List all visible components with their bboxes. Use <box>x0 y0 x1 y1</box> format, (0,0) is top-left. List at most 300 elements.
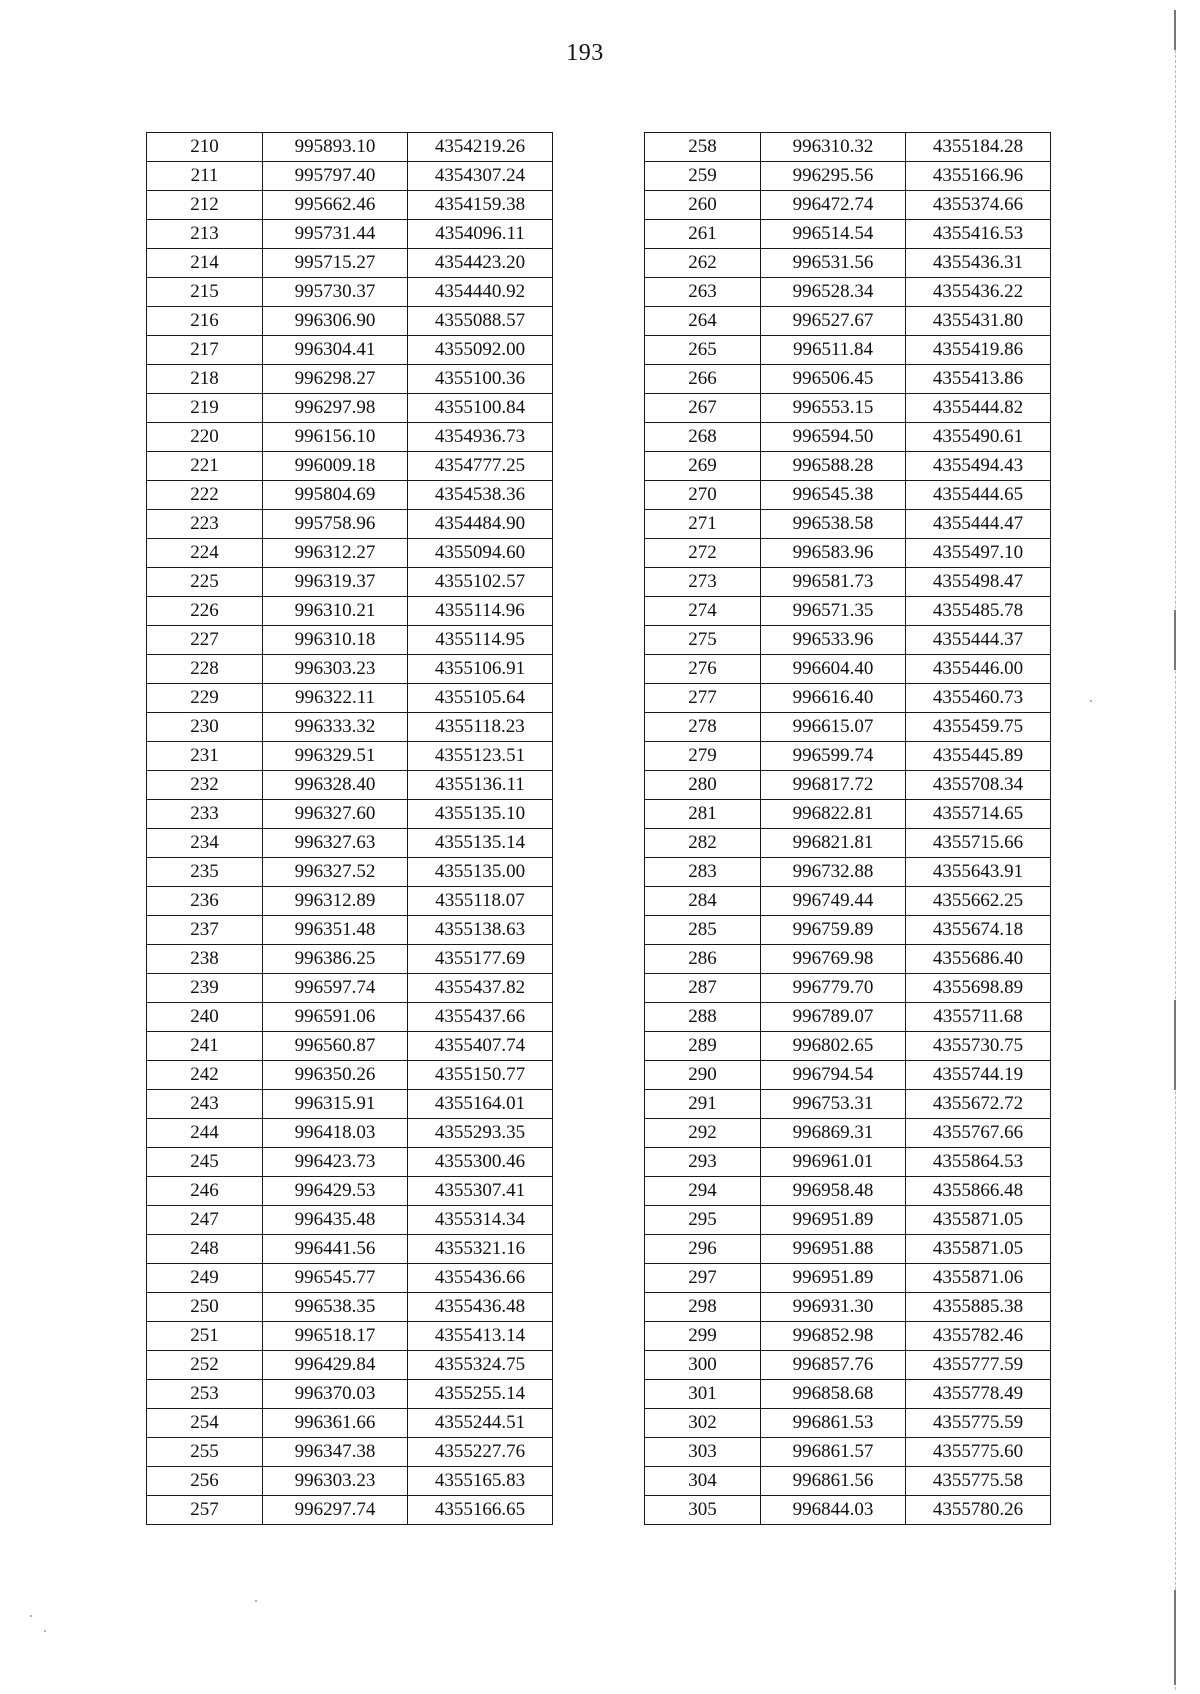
table-row <box>147 597 553 626</box>
x-coordinate-cell: 996441.56 <box>263 1235 408 1264</box>
x-coordinate-cell: 996597.74 <box>263 974 408 1003</box>
point-number-cell: 283 <box>645 858 761 887</box>
point-number-cell: 273 <box>645 568 761 597</box>
table-row <box>645 597 1051 626</box>
point-number-cell: 285 <box>645 916 761 945</box>
y-coordinate-cell: 4355437.82 <box>408 974 553 1003</box>
point-number-cell: 255 <box>147 1438 263 1467</box>
y-coordinate-cell: 4355744.19 <box>906 1061 1051 1090</box>
y-coordinate-cell: 4355118.07 <box>408 887 553 916</box>
y-coordinate-cell: 4355321.16 <box>408 1235 553 1264</box>
x-coordinate-cell: 996350.26 <box>263 1061 408 1090</box>
table-row <box>147 452 553 481</box>
table-row <box>645 336 1051 365</box>
point-number-cell: 295 <box>645 1206 761 1235</box>
table-row <box>645 1293 1051 1322</box>
y-coordinate-cell: 4355114.95 <box>408 626 553 655</box>
x-coordinate-cell: 996418.03 <box>263 1119 408 1148</box>
y-coordinate-cell: 4355102.57 <box>408 568 553 597</box>
table-row <box>645 713 1051 742</box>
point-number-cell: 272 <box>645 539 761 568</box>
table-row <box>645 1032 1051 1061</box>
x-coordinate-cell: 995730.37 <box>263 278 408 307</box>
y-coordinate-cell: 4354307.24 <box>408 162 553 191</box>
point-number-cell: 220 <box>147 423 263 452</box>
table-row <box>645 249 1051 278</box>
x-coordinate-cell: 996599.74 <box>761 742 906 771</box>
point-number-cell: 280 <box>645 771 761 800</box>
table-row <box>645 278 1051 307</box>
point-number-cell: 265 <box>645 336 761 365</box>
x-coordinate-cell: 996506.45 <box>761 365 906 394</box>
table-row <box>645 1467 1051 1496</box>
table-row <box>147 858 553 887</box>
x-coordinate-cell: 996298.27 <box>263 365 408 394</box>
table-row <box>147 220 553 249</box>
x-coordinate-cell: 996844.03 <box>761 1496 906 1525</box>
y-coordinate-cell: 4355088.57 <box>408 307 553 336</box>
x-coordinate-cell: 995731.44 <box>263 220 408 249</box>
y-coordinate-cell: 4355714.65 <box>906 800 1051 829</box>
y-coordinate-cell: 4355307.41 <box>408 1177 553 1206</box>
y-coordinate-cell: 4355293.35 <box>408 1119 553 1148</box>
point-number-cell: 268 <box>645 423 761 452</box>
y-coordinate-cell: 4355094.60 <box>408 539 553 568</box>
y-coordinate-cell: 4355255.14 <box>408 1380 553 1409</box>
x-coordinate-cell: 996545.38 <box>761 481 906 510</box>
point-number-cell: 270 <box>645 481 761 510</box>
table-row <box>645 655 1051 684</box>
y-coordinate-cell: 4355314.34 <box>408 1206 553 1235</box>
x-coordinate-cell: 996315.91 <box>263 1090 408 1119</box>
y-coordinate-cell: 4355698.89 <box>906 974 1051 1003</box>
x-coordinate-cell: 996861.56 <box>761 1467 906 1496</box>
table-row <box>147 1438 553 1467</box>
x-coordinate-cell: 996312.89 <box>263 887 408 916</box>
y-coordinate-cell: 4355672.72 <box>906 1090 1051 1119</box>
x-coordinate-cell: 996594.50 <box>761 423 906 452</box>
y-coordinate-cell: 4354538.36 <box>408 481 553 510</box>
point-number-cell: 261 <box>645 220 761 249</box>
x-coordinate-cell: 996951.89 <box>761 1264 906 1293</box>
point-number-cell: 259 <box>645 162 761 191</box>
y-coordinate-cell: 4355782.46 <box>906 1322 1051 1351</box>
y-coordinate-cell: 4355431.80 <box>906 307 1051 336</box>
x-coordinate-cell: 996852.98 <box>761 1322 906 1351</box>
y-coordinate-cell: 4355106.91 <box>408 655 553 684</box>
table-row <box>147 945 553 974</box>
y-coordinate-cell: 4355715.66 <box>906 829 1051 858</box>
x-coordinate-cell: 995715.27 <box>263 249 408 278</box>
point-number-cell: 279 <box>645 742 761 771</box>
table-body <box>645 133 1051 1525</box>
x-coordinate-cell: 996615.07 <box>761 713 906 742</box>
x-coordinate-cell: 996009.18 <box>263 452 408 481</box>
x-coordinate-cell: 996310.18 <box>263 626 408 655</box>
point-number-cell: 266 <box>645 365 761 394</box>
point-number-cell: 215 <box>147 278 263 307</box>
y-coordinate-cell: 4355436.66 <box>408 1264 553 1293</box>
point-number-cell: 238 <box>147 945 263 974</box>
y-coordinate-cell: 4355118.23 <box>408 713 553 742</box>
x-coordinate-cell: 995893.10 <box>263 133 408 162</box>
table-row <box>147 1003 553 1032</box>
y-coordinate-cell: 4355300.46 <box>408 1148 553 1177</box>
x-coordinate-cell: 996511.84 <box>761 336 906 365</box>
point-number-cell: 289 <box>645 1032 761 1061</box>
point-number-cell: 291 <box>645 1090 761 1119</box>
y-coordinate-cell: 4355177.69 <box>408 945 553 974</box>
table-row <box>147 1293 553 1322</box>
y-coordinate-cell: 4355092.00 <box>408 336 553 365</box>
y-coordinate-cell: 4355166.65 <box>408 1496 553 1525</box>
point-number-cell: 245 <box>147 1148 263 1177</box>
table-row <box>645 452 1051 481</box>
x-coordinate-cell: 996961.01 <box>761 1148 906 1177</box>
point-number-cell: 258 <box>645 133 761 162</box>
table-row <box>645 481 1051 510</box>
table-row <box>147 916 553 945</box>
x-coordinate-cell: 996869.31 <box>761 1119 906 1148</box>
table-row <box>147 655 553 684</box>
y-coordinate-cell: 4355407.74 <box>408 1032 553 1061</box>
x-coordinate-cell: 996518.17 <box>263 1322 408 1351</box>
y-coordinate-cell: 4355444.65 <box>906 481 1051 510</box>
point-number-cell: 257 <box>147 1496 263 1525</box>
y-coordinate-cell: 4355708.34 <box>906 771 1051 800</box>
point-number-cell: 219 <box>147 394 263 423</box>
y-coordinate-cell: 4355674.18 <box>906 916 1051 945</box>
table-row <box>645 1409 1051 1438</box>
table-row <box>147 1351 553 1380</box>
table-row <box>147 162 553 191</box>
point-number-cell: 282 <box>645 829 761 858</box>
point-number-cell: 212 <box>147 191 263 220</box>
point-number-cell: 296 <box>645 1235 761 1264</box>
x-coordinate-cell: 996951.88 <box>761 1235 906 1264</box>
table-row <box>645 858 1051 887</box>
x-coordinate-cell: 996306.90 <box>263 307 408 336</box>
y-coordinate-cell: 4354219.26 <box>408 133 553 162</box>
y-coordinate-cell: 4355686.40 <box>906 945 1051 974</box>
table-row <box>147 1032 553 1061</box>
y-coordinate-cell: 4355777.59 <box>906 1351 1051 1380</box>
y-coordinate-cell: 4355114.96 <box>408 597 553 626</box>
table-row <box>645 771 1051 800</box>
point-number-cell: 276 <box>645 655 761 684</box>
point-number-cell: 243 <box>147 1090 263 1119</box>
point-number-cell: 232 <box>147 771 263 800</box>
point-number-cell: 297 <box>645 1264 761 1293</box>
x-coordinate-cell: 996328.40 <box>263 771 408 800</box>
x-coordinate-cell: 996591.06 <box>263 1003 408 1032</box>
point-number-cell: 251 <box>147 1322 263 1351</box>
point-number-cell: 214 <box>147 249 263 278</box>
y-coordinate-cell: 4354096.11 <box>408 220 553 249</box>
point-number-cell: 293 <box>645 1148 761 1177</box>
scan-speck <box>255 1600 257 1602</box>
point-number-cell: 304 <box>645 1467 761 1496</box>
y-coordinate-cell: 4355138.63 <box>408 916 553 945</box>
table-row <box>147 423 553 452</box>
point-number-cell: 274 <box>645 597 761 626</box>
point-number-cell: 262 <box>645 249 761 278</box>
y-coordinate-cell: 4354484.90 <box>408 510 553 539</box>
table-row <box>645 1264 1051 1293</box>
x-coordinate-cell: 996351.48 <box>263 916 408 945</box>
table-row <box>147 684 553 713</box>
y-coordinate-cell: 4355864.53 <box>906 1148 1051 1177</box>
point-number-cell: 278 <box>645 713 761 742</box>
table-row <box>147 626 553 655</box>
x-coordinate-cell: 996861.53 <box>761 1409 906 1438</box>
table-row <box>645 1119 1051 1148</box>
x-coordinate-cell: 996538.58 <box>761 510 906 539</box>
y-coordinate-cell: 4355227.76 <box>408 1438 553 1467</box>
x-coordinate-cell: 996545.77 <box>263 1264 408 1293</box>
x-coordinate-cell: 996322.11 <box>263 684 408 713</box>
x-coordinate-cell: 996435.48 <box>263 1206 408 1235</box>
y-coordinate-cell: 4354936.73 <box>408 423 553 452</box>
x-coordinate-cell: 996297.98 <box>263 394 408 423</box>
table-row <box>147 307 553 336</box>
point-number-cell: 241 <box>147 1032 263 1061</box>
y-coordinate-cell: 4355494.43 <box>906 452 1051 481</box>
x-coordinate-cell: 996553.15 <box>761 394 906 423</box>
scan-speck <box>44 1630 46 1632</box>
point-number-cell: 231 <box>147 742 263 771</box>
x-coordinate-cell: 996794.54 <box>761 1061 906 1090</box>
x-coordinate-cell: 996560.87 <box>263 1032 408 1061</box>
point-number-cell: 224 <box>147 539 263 568</box>
table-row <box>147 1264 553 1293</box>
point-number-cell: 239 <box>147 974 263 1003</box>
y-coordinate-cell: 4355446.00 <box>906 655 1051 684</box>
table-row <box>645 974 1051 1003</box>
table-row <box>645 307 1051 336</box>
point-number-cell: 305 <box>645 1496 761 1525</box>
x-coordinate-cell: 996753.31 <box>761 1090 906 1119</box>
point-number-cell: 218 <box>147 365 263 394</box>
table-row <box>645 1351 1051 1380</box>
point-number-cell: 226 <box>147 597 263 626</box>
point-number-cell: 240 <box>147 1003 263 1032</box>
x-coordinate-cell: 996822.81 <box>761 800 906 829</box>
x-coordinate-cell: 996386.25 <box>263 945 408 974</box>
x-coordinate-cell: 995662.46 <box>263 191 408 220</box>
y-coordinate-cell: 4355135.00 <box>408 858 553 887</box>
table-row <box>645 1003 1051 1032</box>
y-coordinate-cell: 4355866.48 <box>906 1177 1051 1206</box>
table-row <box>645 191 1051 220</box>
table-row <box>645 800 1051 829</box>
y-coordinate-cell: 4355643.91 <box>906 858 1051 887</box>
point-number-cell: 302 <box>645 1409 761 1438</box>
point-number-cell: 298 <box>645 1293 761 1322</box>
y-coordinate-cell: 4355123.51 <box>408 742 553 771</box>
point-number-cell: 228 <box>147 655 263 684</box>
y-coordinate-cell: 4355775.58 <box>906 1467 1051 1496</box>
y-coordinate-cell: 4354159.38 <box>408 191 553 220</box>
table-row <box>147 1496 553 1525</box>
x-coordinate-cell: 996472.74 <box>761 191 906 220</box>
point-number-cell: 216 <box>147 307 263 336</box>
x-coordinate-cell: 996327.60 <box>263 800 408 829</box>
point-number-cell: 303 <box>645 1438 761 1467</box>
x-coordinate-cell: 996527.67 <box>761 307 906 336</box>
y-coordinate-cell: 4355374.66 <box>906 191 1051 220</box>
x-coordinate-cell: 996528.34 <box>761 278 906 307</box>
x-coordinate-cell: 996769.98 <box>761 945 906 974</box>
x-coordinate-cell: 996802.65 <box>761 1032 906 1061</box>
table-row <box>645 394 1051 423</box>
point-number-cell: 281 <box>645 800 761 829</box>
scan-speck <box>30 1615 32 1617</box>
y-coordinate-cell: 4355135.10 <box>408 800 553 829</box>
table-row <box>645 626 1051 655</box>
table-row <box>147 510 553 539</box>
point-number-cell: 210 <box>147 133 263 162</box>
table-row <box>645 1438 1051 1467</box>
table-row <box>645 162 1051 191</box>
y-coordinate-cell: 4355436.22 <box>906 278 1051 307</box>
y-coordinate-cell: 4355437.66 <box>408 1003 553 1032</box>
x-coordinate-cell: 996297.74 <box>263 1496 408 1525</box>
x-coordinate-cell: 996312.27 <box>263 539 408 568</box>
y-coordinate-cell: 4355100.84 <box>408 394 553 423</box>
table-row <box>645 1061 1051 1090</box>
y-coordinate-cell: 4355419.86 <box>906 336 1051 365</box>
x-coordinate-cell: 996861.57 <box>761 1438 906 1467</box>
table-body <box>147 133 553 1525</box>
table-row <box>147 974 553 1003</box>
x-coordinate-cell: 996295.56 <box>761 162 906 191</box>
x-coordinate-cell: 996533.96 <box>761 626 906 655</box>
table-row <box>645 829 1051 858</box>
table-row <box>147 539 553 568</box>
x-coordinate-cell: 996759.89 <box>761 916 906 945</box>
point-number-cell: 246 <box>147 1177 263 1206</box>
x-coordinate-cell: 996327.63 <box>263 829 408 858</box>
point-number-cell: 217 <box>147 336 263 365</box>
table-row <box>645 1206 1051 1235</box>
table-row <box>645 510 1051 539</box>
table-row <box>147 1148 553 1177</box>
point-number-cell: 264 <box>645 307 761 336</box>
x-coordinate-cell: 996858.68 <box>761 1380 906 1409</box>
point-number-cell: 301 <box>645 1380 761 1409</box>
y-coordinate-cell: 4355444.37 <box>906 626 1051 655</box>
point-number-cell: 244 <box>147 1119 263 1148</box>
x-coordinate-cell: 996310.32 <box>761 133 906 162</box>
point-number-cell: 292 <box>645 1119 761 1148</box>
y-coordinate-cell: 4355184.28 <box>906 133 1051 162</box>
x-coordinate-cell: 996304.41 <box>263 336 408 365</box>
table-row <box>147 1090 553 1119</box>
point-number-cell: 260 <box>645 191 761 220</box>
table-row <box>147 481 553 510</box>
table-row <box>645 742 1051 771</box>
y-coordinate-cell: 4355460.73 <box>906 684 1051 713</box>
y-coordinate-cell: 4355497.10 <box>906 539 1051 568</box>
y-coordinate-cell: 4355775.60 <box>906 1438 1051 1467</box>
x-coordinate-cell: 996538.35 <box>263 1293 408 1322</box>
y-coordinate-cell: 4355490.61 <box>906 423 1051 452</box>
y-coordinate-cell: 4355445.89 <box>906 742 1051 771</box>
table-row <box>147 1409 553 1438</box>
table-row <box>147 365 553 394</box>
table-row <box>147 1061 553 1090</box>
table-row <box>147 249 553 278</box>
y-coordinate-cell: 4355498.47 <box>906 568 1051 597</box>
x-coordinate-cell: 995797.40 <box>263 162 408 191</box>
scan-edge-mark <box>1174 610 1176 670</box>
x-coordinate-cell: 996931.30 <box>761 1293 906 1322</box>
table-row <box>645 1148 1051 1177</box>
point-number-cell: 247 <box>147 1206 263 1235</box>
x-coordinate-cell: 996588.28 <box>761 452 906 481</box>
y-coordinate-cell: 4355136.11 <box>408 771 553 800</box>
x-coordinate-cell: 996616.40 <box>761 684 906 713</box>
point-number-cell: 221 <box>147 452 263 481</box>
table-row <box>147 336 553 365</box>
point-number-cell: 229 <box>147 684 263 713</box>
table-row <box>147 829 553 858</box>
table-row <box>147 568 553 597</box>
x-coordinate-cell: 996789.07 <box>761 1003 906 1032</box>
point-number-cell: 237 <box>147 916 263 945</box>
point-number-cell: 235 <box>147 858 263 887</box>
table-row <box>147 394 553 423</box>
table-row <box>645 1090 1051 1119</box>
point-number-cell: 252 <box>147 1351 263 1380</box>
x-coordinate-cell: 996361.66 <box>263 1409 408 1438</box>
table-row <box>147 278 553 307</box>
coordinate-table-right <box>644 132 1051 1525</box>
table-row <box>147 191 553 220</box>
x-coordinate-cell: 996327.52 <box>263 858 408 887</box>
scan-speck <box>1090 700 1092 702</box>
y-coordinate-cell: 4355485.78 <box>906 597 1051 626</box>
scan-edge-mark <box>1174 1000 1176 1090</box>
x-coordinate-cell: 995804.69 <box>263 481 408 510</box>
y-coordinate-cell: 4355135.14 <box>408 829 553 858</box>
point-number-cell: 254 <box>147 1409 263 1438</box>
table-row <box>645 887 1051 916</box>
point-number-cell: 294 <box>645 1177 761 1206</box>
y-coordinate-cell: 4355444.47 <box>906 510 1051 539</box>
table-row <box>645 916 1051 945</box>
table-row <box>147 800 553 829</box>
y-coordinate-cell: 4355780.26 <box>906 1496 1051 1525</box>
table-row <box>645 423 1051 452</box>
point-number-cell: 253 <box>147 1380 263 1409</box>
y-coordinate-cell: 4355166.96 <box>906 162 1051 191</box>
table-row <box>147 1467 553 1496</box>
y-coordinate-cell: 4355105.64 <box>408 684 553 713</box>
point-number-cell: 250 <box>147 1293 263 1322</box>
x-coordinate-cell: 996156.10 <box>263 423 408 452</box>
point-number-cell: 288 <box>645 1003 761 1032</box>
x-coordinate-cell: 996821.81 <box>761 829 906 858</box>
x-coordinate-cell: 996749.44 <box>761 887 906 916</box>
table-row <box>645 1322 1051 1351</box>
point-number-cell: 230 <box>147 713 263 742</box>
x-coordinate-cell: 996951.89 <box>761 1206 906 1235</box>
x-coordinate-cell: 996329.51 <box>263 742 408 771</box>
point-number-cell: 300 <box>645 1351 761 1380</box>
y-coordinate-cell: 4355436.31 <box>906 249 1051 278</box>
